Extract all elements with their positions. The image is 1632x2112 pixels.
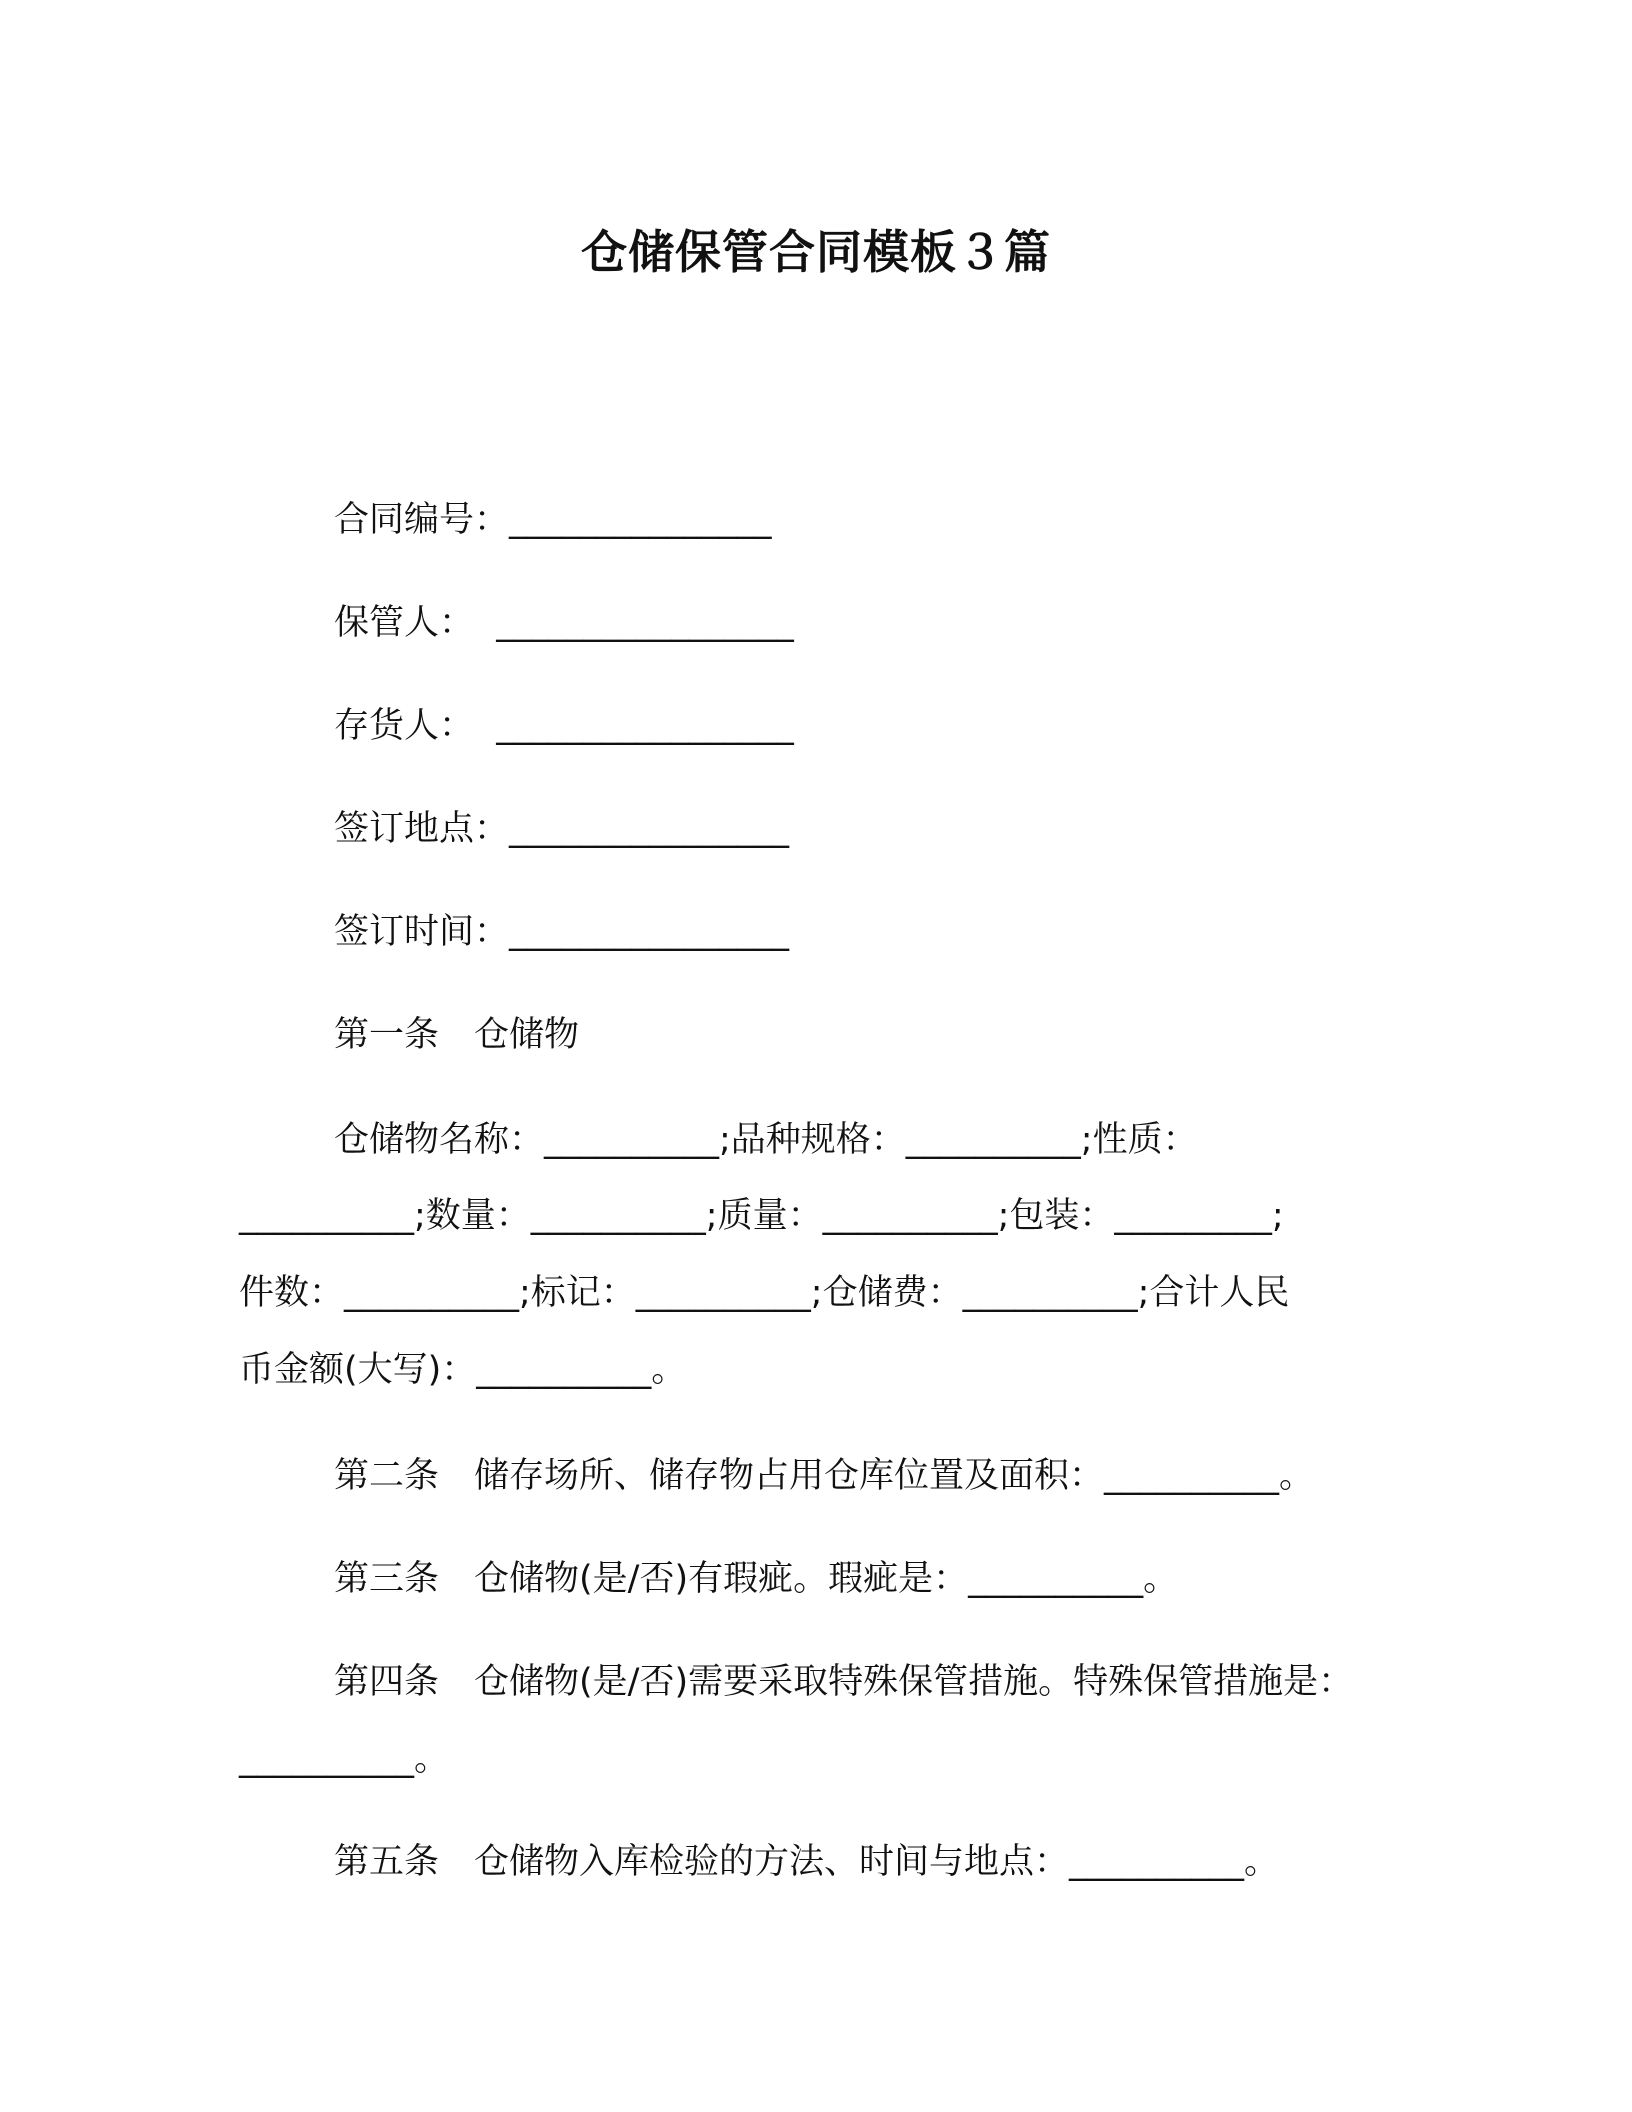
article-1-paragraph-line-2: __________;数量：__________;质量：__________;包装：_________; [239,1196,1284,1236]
article-1-paragraph-line-3: 件数：__________;标记：__________;仓储费：__________;合计人民 [239,1273,1290,1313]
signing-place-line: 签订地点：________________ [334,809,790,849]
document-title: 仓储保管合同模板３篇 [581,225,1051,279]
depositor-line: 存货人： _________________ [334,706,794,746]
article-1-paragraph-line-4: 币金额(大写)：__________。 [239,1350,687,1390]
article-2: 第二条 储存场所、储存物占用仓库位置及面积：__________。 [334,1456,1315,1496]
article-4-line-2: __________。 [239,1739,450,1779]
article-1-heading: 第一条 仓储物 [334,1015,580,1055]
signing-time-line: 签订时间：________________ [334,912,790,952]
article-1-paragraph-line-1: 仓储物名称：__________;品种规格：__________;性质： [334,1120,1198,1160]
article-5: 第五条 仓储物入库检验的方法、时间与地点：__________。 [334,1842,1280,1882]
article-4-line-1: 第四条 仓储物(是/否)需要采取特殊保管措施。特殊保管措施是： [334,1662,1354,1702]
contract-number-line: 合同编号：_______________ [334,500,772,540]
article-3: 第三条 仓储物(是/否)有瑕疵。瑕疵是：__________。 [334,1559,1179,1599]
custodian-line: 保管人： _________________ [334,603,794,643]
